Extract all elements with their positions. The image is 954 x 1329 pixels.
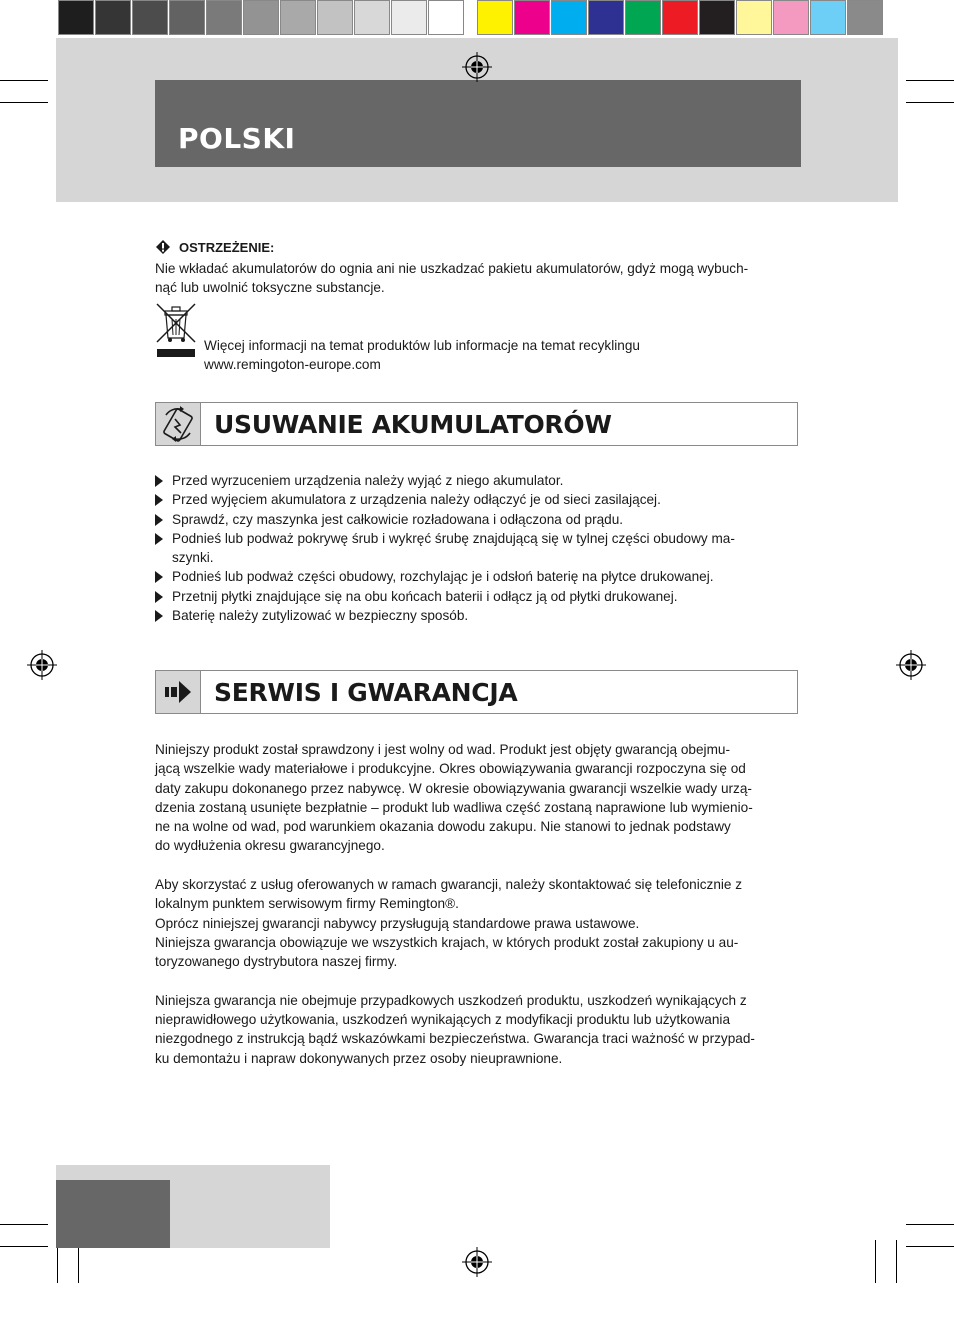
- battery-disposal-icon: [160, 405, 196, 443]
- crop-mark: [0, 1224, 48, 1225]
- color-swatch: [625, 0, 661, 35]
- bullet-arrow-icon: [155, 533, 163, 545]
- color-swatch: [132, 0, 168, 35]
- service-section-icon-cell: [156, 671, 201, 713]
- color-swatch: [477, 0, 513, 35]
- battery-section-icon-cell: [156, 403, 201, 445]
- bullet-arrow-icon: [155, 514, 163, 526]
- registration-mark-icon: [462, 52, 492, 82]
- crop-mark: [0, 80, 48, 81]
- warranty-paragraph-3: Niniejsza gwarancja nie obejmuje przypadkowych uszkodzeń produktu, uszkodzeń wynikających z nieprawidłowego użytkowania, uszkodzeń wynikających z modyfikacji produktu lub użytkowania niezgodnego z instrukcją bądź wskazówkami bezpieczeństwa. Gwarancja traci ważność w przypad- ku demontażu i napraw dokonywanych przez osoby nieuprawnione.: [155, 992, 755, 1066]
- list-item: Przed wyrzuceniem urządzenia należy wyjąć z niego akumulator.: [155, 471, 800, 490]
- bullet-arrow-icon: [155, 610, 163, 622]
- color-calibration-bar: [58, 0, 884, 38]
- bullet-arrow-icon: [155, 494, 163, 506]
- warning-text: [155, 259, 800, 298]
- color-swatch: [588, 0, 624, 35]
- color-swatch: [317, 0, 353, 35]
- color-swatch: [847, 0, 883, 35]
- crop-mark: [0, 102, 48, 103]
- color-swatch: [391, 0, 427, 35]
- list-item: Baterię należy zutylizować w bezpieczny sposób.: [155, 606, 800, 625]
- crop-mark: [906, 80, 954, 81]
- warning-text-line: Nie wkładać akumulatorów do ognia ani nie uszkadzać pakietu akumulatorów, gdyż mogą wybuch-: [155, 261, 749, 276]
- warranty-paragraph-2: Aby skorzystać z usług oferowanych w ramach gwarancji, należy skontaktować się telefonicznie z lokalnym punktem serwisowym firmy Remington®. Oprócz niniejszej gwarancji nabywcy przysługują standardowe prawa ustawowe. Niniejsza gwarancja obowiązuje we wszystkich krajach, w których produkt został zakupiony u au- toryzowanego dystrybutora naszej firmy.: [155, 877, 743, 970]
- service-section-header: [155, 670, 798, 714]
- crop-mark: [875, 1240, 876, 1283]
- color-swatch: [514, 0, 550, 35]
- warning-title: OSTRZEŻENIE:: [179, 239, 275, 255]
- battery-section-header: [155, 402, 798, 446]
- crop-mark: [906, 102, 954, 103]
- color-swatch: [428, 0, 464, 35]
- color-swatch: [95, 0, 131, 35]
- registration-mark-icon: [462, 1247, 492, 1277]
- color-swatch: [736, 0, 772, 35]
- color-swatch: [662, 0, 698, 35]
- list-item: Przed wyjęciem akumulatora z urządzenia należy odłączyć je od sieci zasilającej.: [155, 490, 800, 509]
- section-title: USUWANIE AKUMULATORÓW: [214, 410, 612, 439]
- color-swatch: [58, 0, 94, 35]
- battery-steps: [155, 471, 800, 625]
- warning-text-line: nąć lub uwolnić toksyczne substancje.: [155, 280, 385, 296]
- crossed-out-bin-icon: [155, 302, 197, 360]
- section-title: SERWIS I GWARANCJA: [214, 678, 518, 707]
- bullet-arrow-icon: [155, 591, 163, 603]
- color-swatch: [169, 0, 205, 35]
- recycling-text: Więcej informacji na temat produktów lub informacje na temat recyklingu: [204, 338, 640, 353]
- color-swatch: [810, 0, 846, 35]
- bullet-arrow-icon: [155, 475, 163, 487]
- color-swatch: [243, 0, 279, 35]
- list-item: Przetnij płytki znajdujące się na obu końcach baterii i odłącz ją od płytki drukowanej.: [155, 587, 800, 606]
- list-item: Podnieś lub podważ części obudowy, rozchylając je i odsłoń baterię na płytce drukowanej.: [155, 567, 800, 586]
- color-swatch: [280, 0, 316, 35]
- color-swatch: [206, 0, 242, 35]
- warranty-paragraph-1: Niniejszy produkt został sprawdzony i jest wolny od wad. Produkt jest objęty gwarancją obejmu- jącą wszelkie wady materiałowe i produkcyjne. Okres obowiązywania gwarancji rozpoczyna się od daty zakupu dokonanego przez nabywcę. W okresie obowiązywania gwarancji wszelkie wady urzą- dzenia zostaną usunięte bezpłatnie – produkt lub wadliwa część zostaną naprawione lub wymienio- ne na wolne od wad, pod warunkiem okazania dowodu zakupu. Nie stanowi to jednak podstawy do wydłużenia okresu gwarancyjnego.: [155, 742, 753, 854]
- color-swatch: [551, 0, 587, 35]
- color-bar-gap: [465, 0, 477, 38]
- warranty-text: [155, 740, 800, 1068]
- crop-mark: [906, 1246, 954, 1247]
- recycling-info: [204, 336, 640, 375]
- recycling-link[interactable]: www.remingoton-europe.com: [204, 357, 381, 373]
- list-item: Sprawdź, czy maszynka jest całkowicie rozładowana i odłączona od prądu.: [155, 510, 800, 529]
- bullet-arrow-icon: [155, 571, 163, 583]
- page-number-block: [56, 1180, 170, 1248]
- color-swatch: [354, 0, 390, 35]
- arrow-right-icon: [163, 679, 193, 705]
- crop-mark: [896, 1240, 897, 1283]
- color-swatch: [773, 0, 809, 35]
- crop-mark: [0, 1246, 48, 1247]
- registration-mark-icon: [896, 650, 926, 680]
- crop-mark: [906, 1224, 954, 1225]
- list-item: Podnieś lub podważ pokrywę śrub i wykręć śrubę znajdującą się w tylnej części obudowy ma- szynki.: [155, 529, 800, 568]
- page-title: POLSKI: [178, 122, 296, 155]
- warning-heading: [155, 239, 274, 255]
- registration-mark-icon: [27, 650, 57, 680]
- warning-diamond-icon: [155, 239, 171, 255]
- color-swatch: [699, 0, 735, 35]
